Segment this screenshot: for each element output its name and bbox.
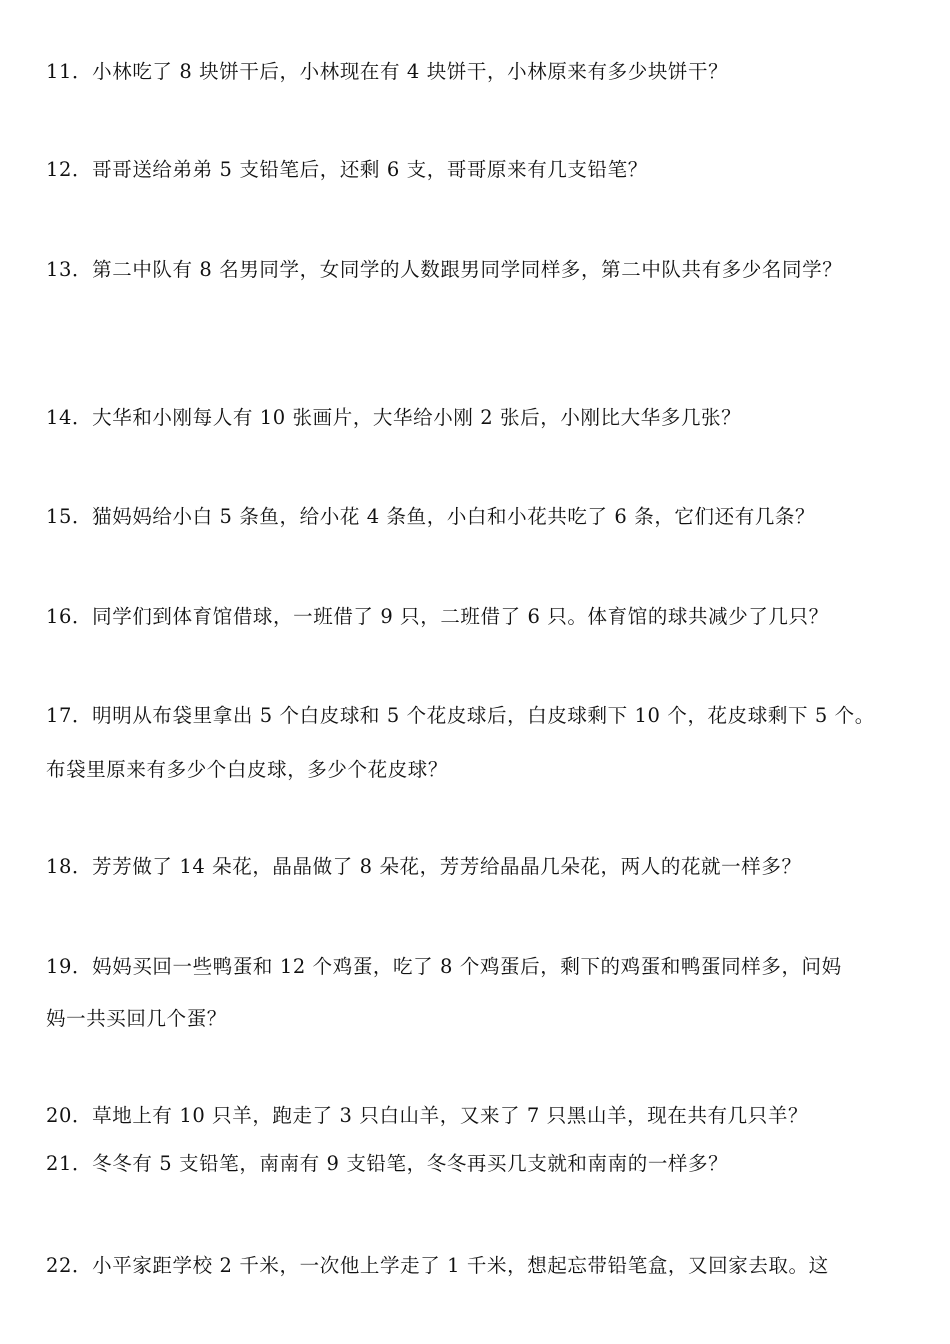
question-line: [46, 156, 648, 184]
question-number: 15．: [46, 505, 93, 528]
question-text: 猫妈妈给小白 5 条鱼，给小花 4 条鱼，小白和小花共吃了 6 条，它们还有几条？: [92, 505, 816, 528]
question-text: 大华和小刚每人有 10 张画片，大华给小刚 2 张后，小刚比大华多几张？: [92, 406, 742, 429]
question-line: [46, 256, 842, 284]
question-text: 小林吃了 8 块饼干后，小林现在有 4 块饼干，小林原来有多少块饼干？: [92, 60, 729, 83]
question-line: [46, 1102, 808, 1130]
question-number: 12．: [46, 158, 93, 181]
question-text: 妈一共买回几个蛋？: [46, 1007, 227, 1030]
question-line: [46, 1005, 227, 1033]
question-line: [46, 953, 842, 981]
question-text: 布袋里原来有多少个白皮球，多少个花皮球？: [46, 758, 449, 781]
question-text: 芳芳做了 14 朵花，晶晶做了 8 朵花，芳芳给晶晶几朵花，两人的花就一样多？: [92, 855, 802, 878]
question-text: 第二中队有 8 名男同学，女同学的人数跟男同学同样多，第二中队共有多少名同学？: [92, 258, 843, 281]
question-number: 21．: [46, 1152, 93, 1175]
question-number: 11．: [46, 60, 93, 83]
question-text: 同学们到体育馆借球，一班借了 9 只，二班借了 6 只。体育馆的球共减少了几只？: [92, 605, 829, 628]
question-line: [46, 853, 802, 881]
question-text: 哥哥送给弟弟 5 支铅笔后，还剩 6 支，哥哥原来有几支铅笔？: [92, 158, 648, 181]
question-text: 妈妈买回一些鸭蛋和 12 个鸡蛋，吃了 8 个鸡蛋后，剩下的鸡蛋和鸭蛋同样多，问妈: [92, 955, 842, 978]
question-number: 19．: [46, 955, 93, 978]
question-line: [46, 756, 448, 784]
question-line: [46, 603, 829, 631]
question-number: 20．: [46, 1104, 93, 1127]
question-line: [46, 58, 728, 86]
question-text: 小平家距学校 2 千米，一次他上学走了 1 千米，想起忘带铅笔盒，又回家去取。这: [92, 1254, 829, 1277]
question-line: [46, 503, 815, 531]
question-number: 14．: [46, 406, 93, 429]
question-number: 22．: [46, 1254, 93, 1277]
question-line: [46, 702, 875, 730]
question-text: 冬冬有 5 支铅笔，南南有 9 支铅笔，冬冬再买几支就和南南的一样多？: [92, 1152, 729, 1175]
question-number: 16．: [46, 605, 93, 628]
question-text: 草地上有 10 只羊，跑走了 3 只白山羊，又来了 7 只黑山羊，现在共有几只羊？: [92, 1104, 809, 1127]
question-text: 明明从布袋里拿出 5 个白皮球和 5 个花皮球后，白皮球剩下 10 个，花皮球剩下 5 个。: [92, 704, 875, 727]
question-line: [46, 404, 741, 432]
question-line: [46, 1150, 728, 1178]
question-number: 13．: [46, 258, 93, 281]
question-line: [46, 1252, 829, 1280]
question-number: 17．: [46, 704, 93, 727]
question-number: 18．: [46, 855, 93, 878]
